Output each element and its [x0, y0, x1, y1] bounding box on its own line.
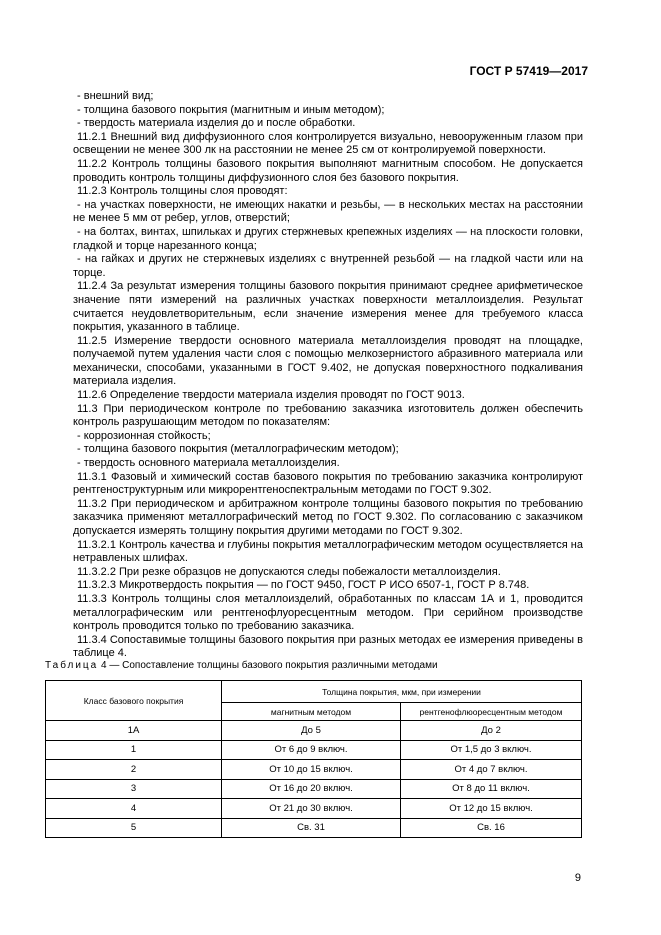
table-row	[46, 721, 582, 741]
cell-class: 1А	[46, 721, 222, 741]
paragraph: 11.3.2.2 При резке образцов не допускаются следы побежалости металлоизделия.	[77, 565, 501, 578]
paragraph: - толщина базового покрытия (магнитным и иным методом);	[77, 103, 385, 116]
table-row	[46, 740, 582, 760]
cell-xray: Св. 16	[401, 818, 582, 838]
col-class-header: Класс базового покрытия	[46, 681, 222, 721]
paragraph: 11.2.4 За результат измерения толщины базового покрытия принимают среднее арифметическое значение пяти измерений на различных участках поверхности металлоизделия. Результат считается неудовлетворительным, если значение измерения менее для требуемого класса покрытия, указанного в таблице.	[73, 280, 583, 334]
table-header-row	[46, 681, 582, 703]
paragraph: 11.3.1 Фазовый и химический состав базового покрытия по требованию заказчика контролируют рентгеноструктурным или микрорентгеноспектральным методами по ГОСТ 9.302.	[73, 470, 583, 497]
table-row	[46, 779, 582, 799]
table-caption-text: 4 — Сопоставление толщины базового покрытия различными методами	[98, 660, 438, 671]
cell-class: 3	[46, 779, 222, 799]
paragraph: 11.2.2 Контроль толщины базового покрытия выполняют магнитным способом. Не допускается проводить контроль толщины диффузионного слоя без базового покрытия.	[73, 157, 583, 184]
paragraph: 11.3.3 Контроль толщины слоя металлоизделий, обработанных по классам 1А и 1, проводится металлографическим или рентгенофлуоресцентным методом. При серийном производстве контроль проводится только по требованию заказчика.	[73, 592, 583, 633]
paragraph: - толщина базового покрытия (металлографическим методом);	[77, 443, 399, 456]
page-number: 9	[574, 872, 581, 884]
cell-xray: До 2	[401, 721, 582, 741]
col-group-header: Толщина покрытия, мкм, при измерении	[222, 681, 582, 703]
cell-magnetic: От 16 до 20 включ.	[222, 779, 401, 799]
paragraph: - на участках поверхности, не имеющих накатки и резьбы, — в нескольких местах на расстоянии не менее 5 мм от ребер, углов, отверстий;	[73, 198, 583, 225]
paragraph: - твердость основного материала металлоизделия.	[77, 457, 340, 470]
cell-magnetic: От 21 до 30 включ.	[222, 799, 401, 819]
document-header: ГОСТ Р 57419—2017	[469, 64, 588, 78]
table-row	[46, 760, 582, 780]
paragraph: 11.2.3 Контроль толщины слоя проводят:	[77, 185, 288, 198]
paragraph: - коррозионная стойкость;	[77, 429, 211, 442]
cell-magnetic: Св. 31	[222, 818, 401, 838]
cell-class: 5	[46, 818, 222, 838]
paragraph: 11.3.2 При периодическом и арбитражном контроле толщины базового покрытия по требованию заказчика применяют металлографический метод по ГОСТ 9.302. По согласованию с заказчиком допускается измерять толщину покрытия другими методами по ГОСТ 9.302.	[73, 497, 583, 537]
cell-xray: От 8 до 11 включ.	[401, 779, 582, 799]
paragraph: 11.3.4 Сопоставимые толщины базового покрытия при разных методах ее измерения приведены в таблице 4.	[73, 633, 583, 660]
cell-magnetic: От 6 до 9 включ.	[222, 740, 401, 760]
table-caption	[45, 660, 438, 671]
paragraph: 11.3.2.3 Микротвердость покрытия — по ГОСТ 9450, ГОСТ Р ИСО 6507-1, ГОСТ Р 8.748.	[77, 579, 530, 592]
cell-magnetic: До 5	[222, 721, 401, 741]
cell-class: 4	[46, 799, 222, 819]
cell-class: 2	[46, 760, 222, 780]
paragraph: - внешний вид;	[77, 90, 154, 102]
cell-class: 1	[46, 740, 222, 760]
paragraph: 11.3 При периодическом контроле по требованию заказчика изготовитель должен обеспечить контроль разрушающим методом по показателям:	[73, 402, 583, 429]
col-xray-header: рентгенофлюоресцентным методом	[401, 703, 582, 721]
cell-magnetic: От 10 до 15 включ.	[222, 760, 401, 780]
paragraph: 11.2.1 Внешний вид диффузионного слоя контролируется визуально, невооруженным глазом при освещении не менее 300 лк на расстоянии не менее 25 см от контролируемой поверхности.	[73, 130, 583, 157]
cell-xray: От 4 до 7 включ.	[401, 760, 582, 780]
col-magnetic-header: магнитным методом	[222, 703, 401, 721]
paragraph: - твердость материала изделия до и после обработки.	[77, 117, 356, 130]
paragraph: 11.2.6 Определение твердости материала изделия проводят по ГОСТ 9013.	[77, 389, 465, 402]
paragraph: 11.3.2.1 Контроль качества и глубины покрытия металлографическим методом осуществляется на нетравленых шлифах.	[73, 538, 583, 565]
document-body	[73, 90, 583, 661]
comparison-table	[45, 680, 582, 838]
table-row	[46, 818, 582, 838]
paragraph: - на болтах, винтах, шпильках и других стержневых крепежных изделиях — на плоскости головки, гладкой и торце нарезанного конца;	[73, 225, 583, 252]
paragraph: 11.2.5 Измерение твердости основного материала металлоизделия проводят на площадке, получаемой путем удаления части слоя с помощью мелкозернистого абразивного материала или механически, способами, указанными в ГОСТ 9.402, не допуская поверхностного подкаливания материала изделия.	[73, 334, 583, 388]
cell-xray: От 1,5 до 3 включ.	[401, 740, 582, 760]
cell-xray: От 12 до 15 включ.	[401, 799, 582, 819]
table-caption-word: Таблица	[45, 660, 99, 671]
paragraph: - на гайках и других не стержневых изделиях с внутренней резьбой — на гладкой части или на торце.	[73, 253, 583, 279]
table-row	[46, 799, 582, 819]
